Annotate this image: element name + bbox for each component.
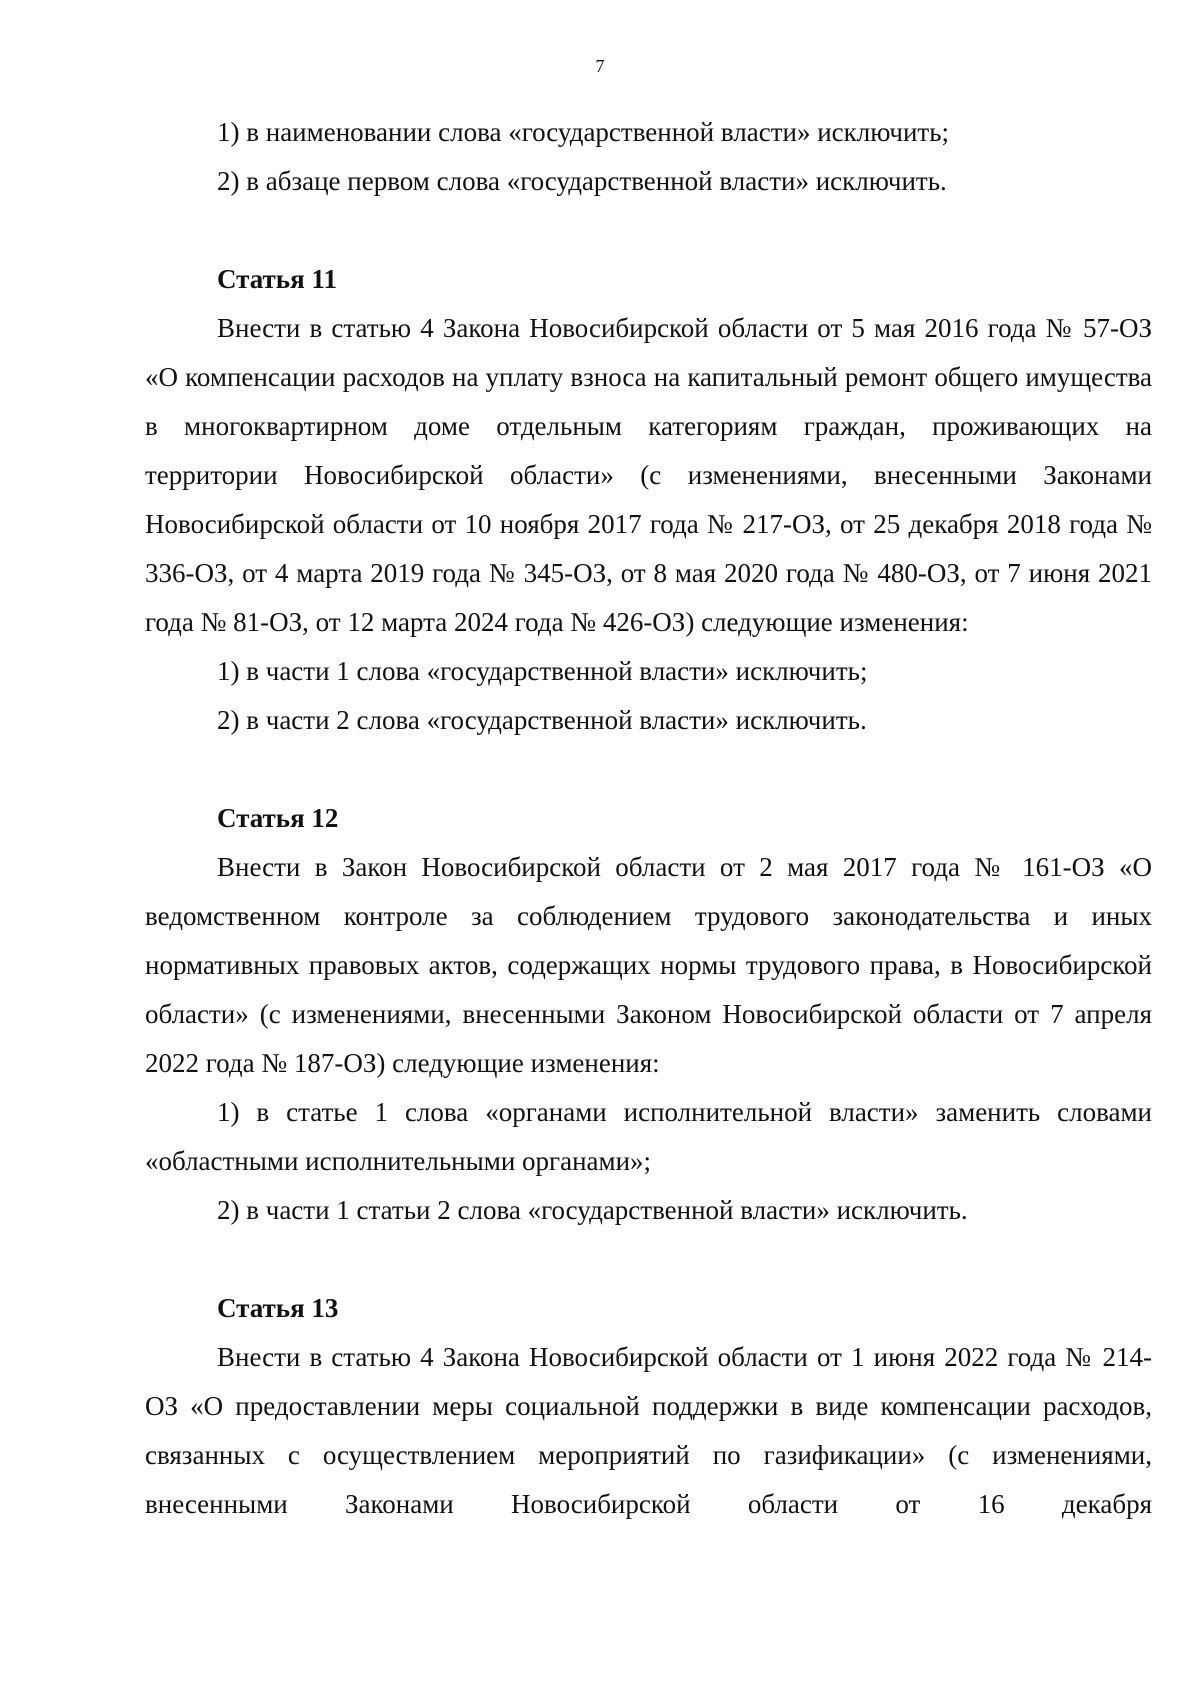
document-body xyxy=(145,108,1152,1529)
article-13-heading: Статья 13 xyxy=(217,1293,339,1323)
article-11-heading: Статья 11 xyxy=(217,264,337,294)
article-12-item-1: 1) в статье 1 слова «органами исполнительной власти» заменить словами «областными исполнительными органами»; xyxy=(145,1097,1152,1176)
article-13-body: Внести в статью 4 Закона Новосибирской области от 1 июня 2022 года № 214-ОЗ «О предоставлении меры социальной поддержки в виде компенсации расходов, связанных с осуществлением мероприятий по газификации» (с изменениями, внесенными Законами Новосибирской области от 16 декабря xyxy=(145,1342,1152,1519)
spacer xyxy=(145,206,1152,255)
article-12-item-2: 2) в части 1 статьи 2 слова «государственной власти» исключить. xyxy=(217,1195,968,1225)
spacer xyxy=(145,745,1152,794)
article-11-item-2: 2) в части 2 слова «государственной власти» исключить. xyxy=(217,705,867,735)
article-11-item-1: 1) в части 1 слова «государственной власти» исключить; xyxy=(217,656,868,686)
intro-item-1: 1) в наименовании слова «государственной власти» исключить; xyxy=(217,117,950,147)
spacer xyxy=(145,1235,1152,1284)
article-12-heading: Статья 12 xyxy=(217,803,339,833)
intro-item-2: 2) в абзаце первом слова «государственной власти» исключить. xyxy=(217,166,947,196)
article-11-body: Внести в статью 4 Закона Новосибирской области от 5 мая 2016 года № 57-ОЗ «О компенсации расходов на уплату взноса на капитальный ремонт общего имущества в многоквартирном доме отдельным категориям граждан, проживающих на территории Новосибирской области» (с изменениями, внесенными Законами Новосибирской области от 10 ноября 2017 года № 217-ОЗ, от 25 декабря 2018 года № 336-ОЗ, от 4 марта 2019 года № 345-ОЗ, от 8 мая 2020 года № 480-ОЗ, от 7 июня 2021 года № 81-ОЗ, от 12 марта 2024 года № 426-ОЗ) следующие изменения: xyxy=(145,313,1152,637)
page-number: 7 xyxy=(595,56,605,76)
article-12-body: Внести в Закон Новосибирской области от 2 мая 2017 года № 161-ОЗ «О ведомственном контроле за соблюдением трудового законодательства и иных нормативных правовых актов, содержащих нормы трудового права, в Новосибирской области» (с изменениями, внесенными Законом Новосибирской области от 7 апреля 2022 года № 187-ОЗ) следующие изменения: xyxy=(145,852,1152,1078)
